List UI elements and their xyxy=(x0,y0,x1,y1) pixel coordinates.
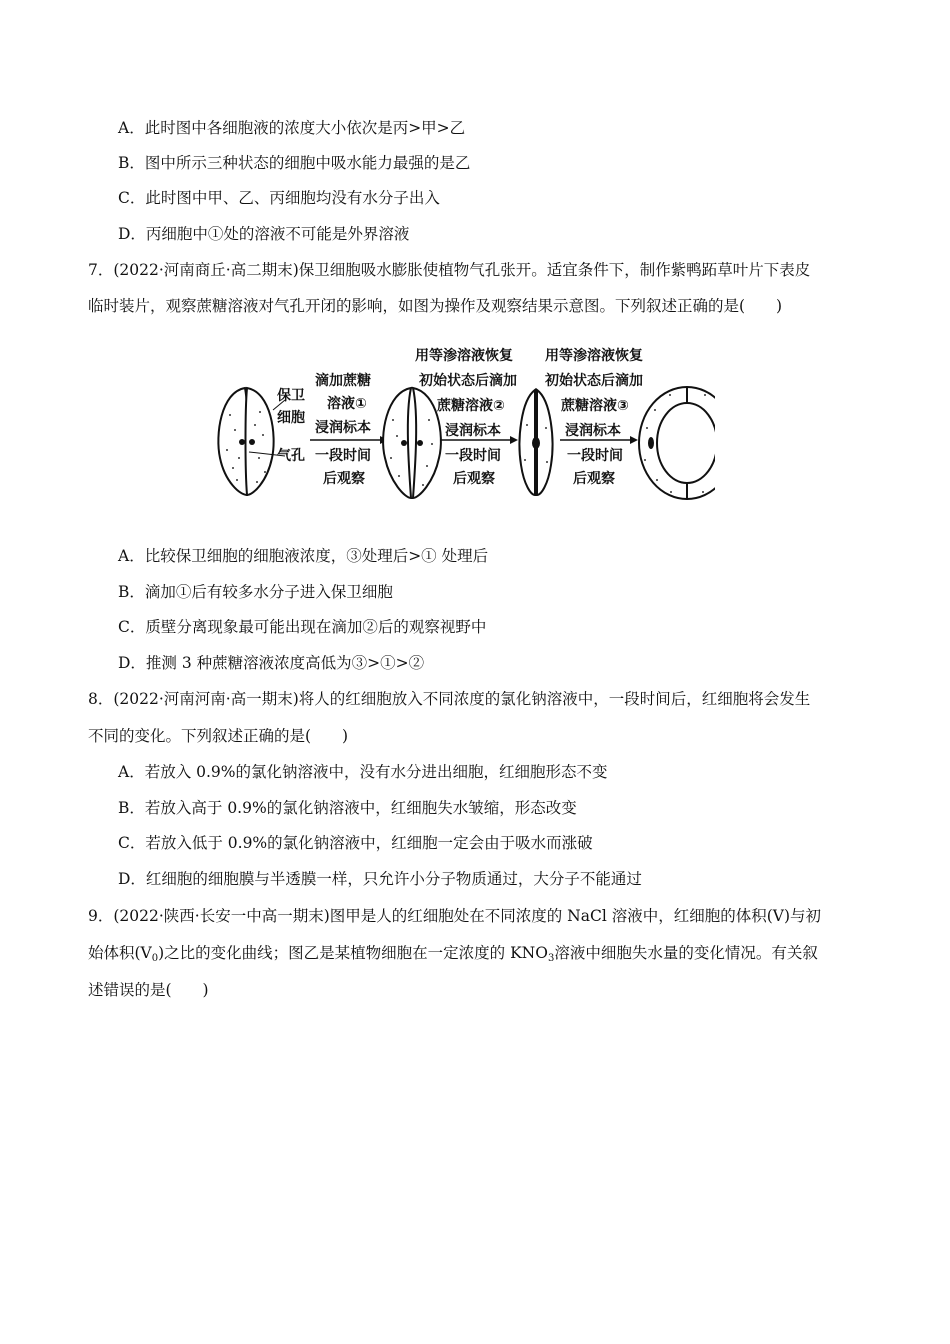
step1-result-stomata-icon xyxy=(383,388,441,498)
step3-result-stomata-icon xyxy=(639,387,715,499)
label-pore: 气孔 xyxy=(277,448,305,464)
q7-option-c: C．质壁分离现象最可能出现在滴加②后的观察视野中 xyxy=(118,618,487,636)
step1-line5: 后观察 xyxy=(323,471,365,487)
q9-subscript-3: 3 xyxy=(547,953,555,964)
q6-option-a: A．此时图中各细胞液的浓度大小依次是丙>甲>乙 xyxy=(118,119,466,137)
step2-result-stomata-icon xyxy=(520,390,553,495)
step2-line1: 用等渗溶液恢复 xyxy=(415,348,513,364)
step2-line6: 后观察 xyxy=(453,471,495,487)
stomata-diagram xyxy=(215,340,715,500)
q8-option-d: D．红细胞的细胞膜与半透膜一样，只允许小分子物质通过，大分子不能通过 xyxy=(118,870,642,888)
q8-stem-line2: 不同的变化。下列叙述正确的是( ) xyxy=(88,727,349,745)
step3-line3: 蔗糖溶液③ xyxy=(561,398,629,414)
q6-option-b: B．图中所示三种状态的细胞中吸水能力最强的是乙 xyxy=(118,154,471,172)
step3-line5: 一段时间 xyxy=(567,448,623,464)
step3-line4: 浸润标本 xyxy=(565,423,621,439)
step3-line1: 用等渗溶液恢复 xyxy=(545,348,643,364)
step2-line2: 初始状态后滴加 xyxy=(419,373,517,389)
q8-option-b: B．若放入高于 0.9%的氯化钠溶液中，红细胞失水皱缩，形态改变 xyxy=(118,799,577,817)
step1-line2: 溶液① xyxy=(327,396,367,412)
q8-option-c: C．若放入低于 0.9%的氯化钠溶液中，红细胞一定会由于吸水而涨破 xyxy=(118,834,593,852)
step2-line5: 一段时间 xyxy=(445,448,501,464)
q7-option-d: D．推测 3 种蔗糖溶液浓度高低为③>①>② xyxy=(118,654,425,672)
q9-stem-line1: 9．(2022·陕西·长安一中高一期末)图甲是人的红细胞处在不同浓度的 NaCl 溶液中，红细胞的体积(V)与初 xyxy=(88,907,822,925)
q9-subscript-0: 0 xyxy=(151,953,159,964)
label-guard-cell-2: 细胞 xyxy=(277,410,305,426)
step3-line2: 初始状态后滴加 xyxy=(545,373,643,389)
q7-stem-line2: 临时装片，观察蔗糖溶液对气孔开闭的影响，如图为操作及观察结果示意图。下列叙述正确的是( ) xyxy=(88,297,783,315)
q9-stem-line2-c: 溶液中细胞失水量的变化情况。有关叙 xyxy=(554,944,818,962)
step2-line4: 浸润标本 xyxy=(445,423,501,439)
q9-stem-line2-a: 始体积(V xyxy=(88,944,152,962)
q9-stem-line2 xyxy=(88,943,818,963)
q9-stem-line3: 述错误的是( ) xyxy=(88,981,209,999)
q9-stem-line2-b: )之比的变化曲线；图乙是某植物细胞在一定浓度的 KNO xyxy=(158,944,548,962)
step1-line4: 一段时间 xyxy=(315,448,371,464)
step3-line6: 后观察 xyxy=(573,471,615,487)
initial-stomata-icon xyxy=(218,388,273,495)
step1-line3: 浸润标本 xyxy=(315,420,371,436)
label-guard-cell-1: 保卫 xyxy=(277,388,305,404)
step1-line1: 滴加蔗糖 xyxy=(315,373,371,389)
q8-stem-line1: 8．(2022·河南河南·高一期末)将人的红细胞放入不同浓度的氯化钠溶液中，一段时间后，红细胞将会发生 xyxy=(88,690,811,708)
step2-line3: 蔗糖溶液② xyxy=(437,398,505,414)
q7-stem-line1: 7．(2022·河南商丘·高二期末)保卫细胞吸水膨胀使植物气孔张开。适宜条件下，制作紫鸭跖草叶片下表皮 xyxy=(88,261,811,279)
q7-option-b: B．滴加①后有较多水分子进入保卫细胞 xyxy=(118,583,393,601)
q8-option-a: A．若放入 0.9%的氯化钠溶液中，没有水分进出细胞，红细胞形态不变 xyxy=(118,763,608,781)
q6-option-c: C．此时图中甲、乙、丙细胞均没有水分子出入 xyxy=(118,189,440,207)
q7-option-a: A．比较保卫细胞的细胞液浓度，③处理后>① 处理后 xyxy=(118,547,489,565)
q6-option-d: D．丙细胞中①处的溶液不可能是外界溶液 xyxy=(118,225,410,243)
